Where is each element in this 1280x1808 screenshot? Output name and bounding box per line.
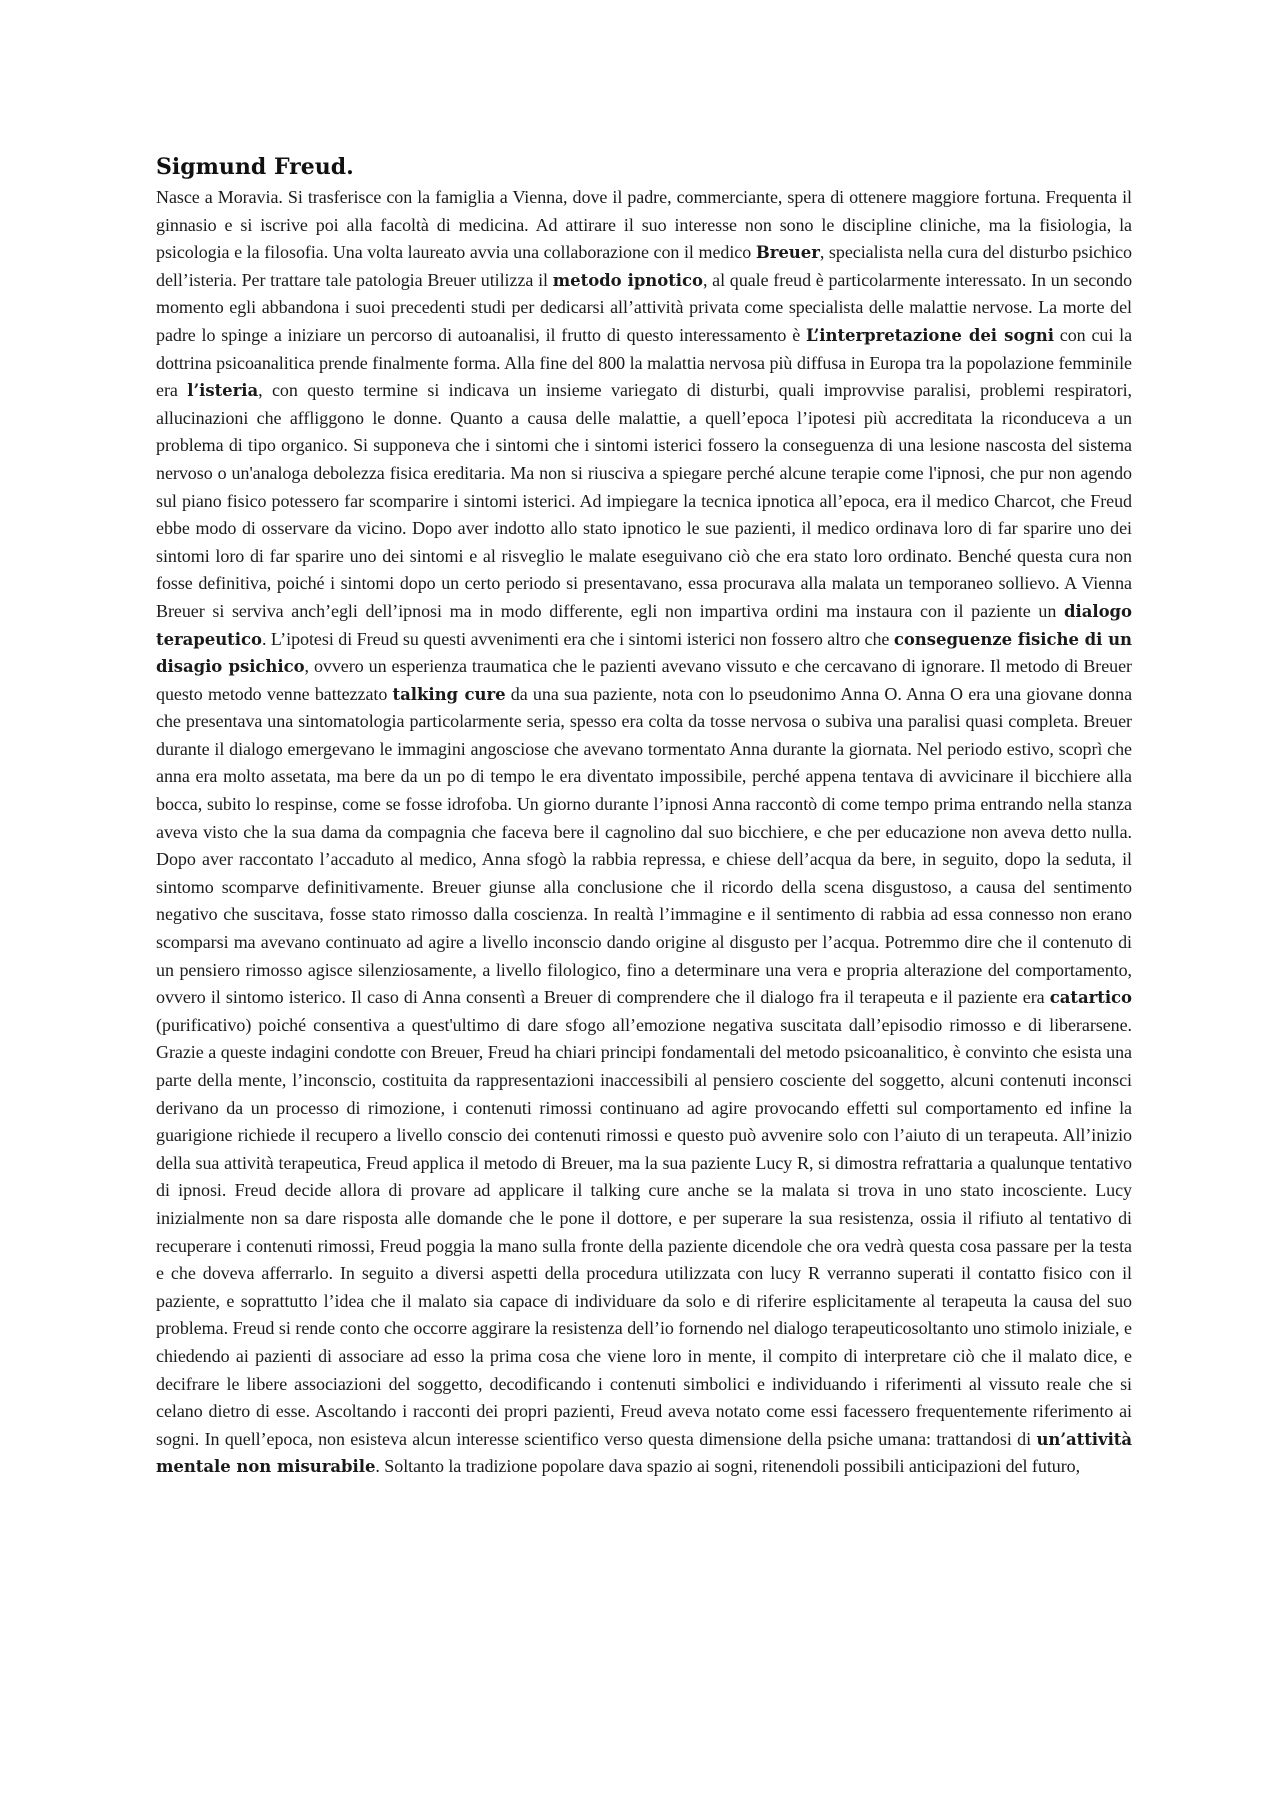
- body-text-run: (purificativo) poiché consentiva a quest'ultimo di dare sfogo all’emozione negativa suscitata dall’episodio rimosso e di liberarsene. Grazie a queste indagini condotte con Breuer, Freud ha chiari principi fondamentali del metodo psicoanalitico, è convinto che esista una parte della mente, l’inconscio, costituita da rappresentazioni inaccessibili al pensiero cosciente del soggetto, alcuni contenuti inconsci derivano da un processo di rimozione, i contenuti rimossi continuano ad agire provocando effetti sul comportamento ed infine la guarigione richiede il recupero a livello conscio dei contenuti rimossi e questo può avvenire solo con l’aiuto di un terapeuta. All’inizio della sua attività terapeutica, Freud applica il metodo di Breuer, ma la sua paziente Lucy R, si dimostra refrattaria a qualunque tentativo di ipnosi. Freud decide allora di provare ad applicare il talking cure anche se la malata si trova in uno stato incosciente. Lucy inizialmente non sa dare risposta alle domande che le pone il dottore, e per superare la sua resistenza, ossia il rifiuto al tentativo di recuperare i contenuti rimossi, Freud poggia la mano sulla fronte della paziente dicendole che ora vedrà questa cosa passare per la testa e che doveva afferrarlo. In seguito a diversi aspetti della procedura utilizzata con lucy R verranno superati il contatto fisico con il paziente, e soprattutto l’idea che il malato sia capace di individuare da solo e di riferire esplicitamente al terapeuta la causa del suo problema. Freud si rende conto che occorre aggirare la resistenza dell’io fornendo nel dialogo terapeuticosoltanto uno stimolo iniziale, e chiedendo ai pazienti di associare ad esso la prima cosa che viene loro in mente, il compito di interpretare ciò che il malato dice, e decifrare le libere associazioni del soggetto, decodificando i contenuti simbolici e individuando i riferimenti al vissuto reale che si celano dietro di esse. Ascoltando i racconti dei propri pazienti, Freud aveva notato come essi facessero frequentemente riferimento ai sogni. In quell’epoca, non esisteva alcun interesse scientifico verso questa dimensione della psiche umana: trattandosi di: [156, 1014, 1132, 1449]
- document-page: [156, 152, 1132, 1481]
- bold-term: catartico: [1049, 988, 1132, 1008]
- body-text-run: , al quale freud è particolarmente interessato. In un secondo momento egli abbandona i suoi precedenti studi per dedicarsi all’attività privata come specialista delle malattie nervose. La morte del padre lo spinge a iniziare un percorso di autoanalisi, il frutto di questo interessamento è: [156, 269, 1133, 345]
- body-text-run: Nasce a Moravia. Si trasferisce con la famiglia a Vienna, dove il padre, commerciante, spera di ottenere maggiore fortuna. Frequenta il ginnasio e si iscrive poi alla facoltà di medicina. Ad attirare il suo interesse non sono le discipline cliniche, ma la fisiologia, la psicologia e la filosofia. Una volta laureato avvia una collaborazione con il medico: [156, 187, 1132, 263]
- bold-term: conseguenze fisiche di un disagio psichico: [156, 629, 1132, 677]
- bold-term: dialogo terapeutico: [156, 601, 1132, 649]
- bold-term: Breuer: [755, 243, 820, 263]
- document-body: [156, 184, 1132, 1481]
- bold-term: talking cure: [392, 684, 506, 704]
- body-text-run: , specialista nella cura del disturbo psichico dell’isteria. Per trattare tale patologia Breuer utilizza il: [156, 242, 1132, 290]
- body-text-run: , ovvero un esperienza traumatica che le pazienti avevano vissuto e che cercavano di ignorare. Il metodo di Breuer questo metodo venne battezzato: [156, 656, 1132, 704]
- body-text-run: da una sua paziente, nota con lo pseudonimo Anna O. Anna O era una giovane donna che presentava una sintomatologia particolarmente seria, spesso era colta da tosse nervosa o subiva una paralisi quasi completa. Breuer durante il dialogo emergevano le immagini angosciose che avevano tormentato Anna durante la giornata. Nel periodo estivo, scoprì che anna era molto assetata, ma bere da un po di tempo le era diventato impossibile, perché appena tentava di avvicinare il bicchiere alla bocca, subito lo respinse, come se fosse idrofoba. Un giorno durante l’ipnosi Anna raccontò di come tempo prima entrando nella stanza aveva visto che la sua dama da compagnia che faceva bere il cagnolino dal suo bicchiere, e che per educazione non aveva detto nulla. Dopo aver raccontato l’accaduto al medico, Anna sfogò la rabbia repressa, e chiese dell’acqua da bere, in seguito, dopo la seduta, il sintomo scomparve definitivamente. Breuer giunse alla conclusione che il ricordo della scena disgustoso, a causa del sentimento negativo che suscitava, fosse stato rimosso dalla coscienza. In realtà l’immagine e il sentimento di rabbia ad essa connesso non erano scomparsi ma avevano continuato ad agire a livello inconscio dando origine al disgusto per l’acqua. Potremmo dire che il contenuto di un pensiero rimosso agisce silenziosamente, a livello filologico, fino a determinare una vera e propria alterazione del comportamento, ovvero il sintomo isterico. Il caso di Anna consentì a Breuer di comprendere che il dialogo fra il terapeuta e il paziente era: [156, 683, 1133, 1008]
- document-title: Sigmund Freud.: [156, 154, 354, 180]
- body-text-run: , con questo termine si indicava un insieme variegato di disturbi, quali improvvise paralisi, problemi respiratori, allucinazioni che affliggono le donne. Quanto a causa delle malattie, a quell’epoca l’ipotesi più accreditata la riconduceva a un problema di tipo organico. Si supponeva che i sintomi che i sintomi isterici fossero la conseguenza di una lesione nascosta del sistema nervoso o un'analoga debolezza fisica ereditaria. Ma non si riusciva a spiegare perché alcune terapie come l'ipnosi, che pur non agendo sul piano fisico potessero far scomparire i sintomi isterici. Ad impiegare la tecnica ipnotica all’epoca, era il medico Charcot, che Freud ebbe modo di osservare da vicino. Dopo aver indotto allo stato ipnotico le sue pazienti, il medico ordinava loro di far sparire uno dei sintomi loro di far sparire uno dei sintomi e al risveglio le malate eseguivano ciò che era stato loro ordinato. Benché questa cura non fosse definitiva, poiché i sintomi dopo un certo periodo si presentavano, essa procurava alla malata un temporaneo sollievo. A Vienna Breuer si serviva anch’egli dell’ipnosi ma in modo differente, egli non impartiva ordini ma instaura con il paziente un: [156, 380, 1132, 621]
- bold-term: metodo ipnotico: [552, 270, 703, 290]
- body-text-run: . L’ipotesi di Freud su questi avvenimenti era che i sintomi isterici non fossero altro che: [261, 628, 894, 649]
- body-text-run: con cui la dottrina psicoanalitica prende finalmente forma. Alla fine del 800 la malattia nervosa più diffusa in Europa tra la popolazione femminile era: [156, 324, 1133, 401]
- bold-term: un’attività mentale non misurabile: [156, 1429, 1132, 1477]
- bold-term: L’interpretazione dei sogni: [805, 325, 1054, 345]
- bold-term: l’isteria: [187, 381, 259, 401]
- body-text-run: . Soltanto la tradizione popolare dava spazio ai sogni, ritenendoli possibili anticipazioni del futuro,: [375, 1456, 1081, 1477]
